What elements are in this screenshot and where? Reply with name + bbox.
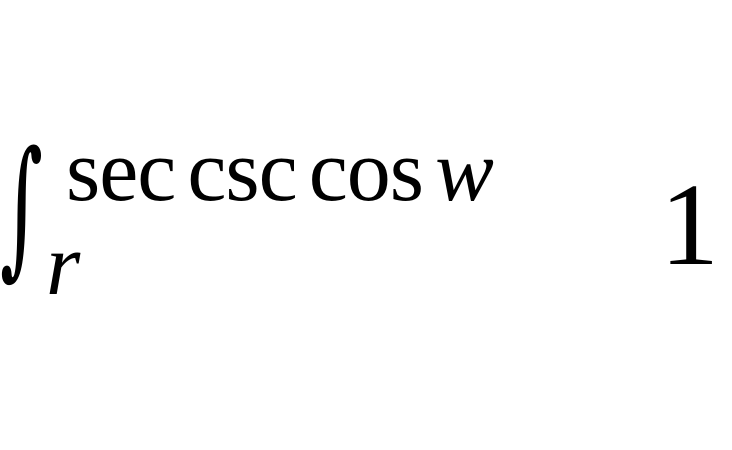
lower-limit: r (46, 217, 81, 314)
upper-limit (66, 123, 493, 220)
upper-limit-function-sec: sec (66, 123, 176, 220)
integral-sign: ∫ (0, 120, 43, 294)
upper-limit-function-cos: cos (308, 123, 424, 220)
upper-limit-function-csc: csc (187, 123, 297, 220)
integrand: 1 (660, 159, 719, 290)
upper-limit-variable: w (435, 123, 493, 220)
